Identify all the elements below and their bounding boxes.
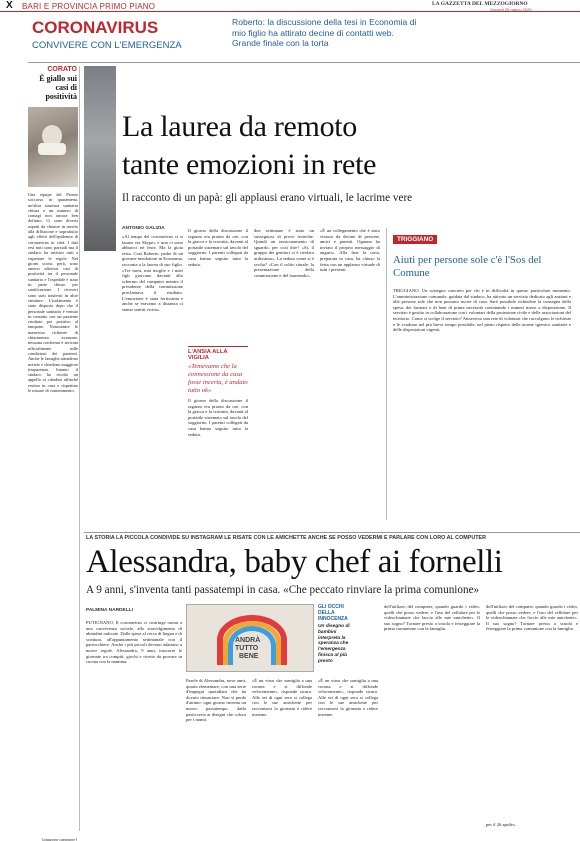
second-kicker: LA STORIA LA PICCOLA CONDIVIDE SU INSTAGRAM LE RISATE CON LE AMICHETTE ANCHE SE POSSO VEDERMI E PARLARE CON LORO AL COMPUTER: [86, 535, 487, 541]
section-title: BARI E PROVINCIA PRIMO PIANO: [22, 2, 156, 11]
drawing-text-2: TUTTO: [235, 645, 259, 652]
side-body: Una équipe del Pronto soccorso in quarantena, un'altra struttura sanitaria chiusa e un numero di contagi non ancora ben definito. Ci sono diversi aspetti da chiarire in merito alla diffusione e soprattutto agli effetti dell'epidemia di coronavirus in città. I dati resi noti sono parziali ma il sindaco ha invitato tutti a rispettare le regole. Nel giorni scorsi, però, sono emersi ulteriori casi di positività tra il personale sanitario e l'ospedale è stato in parte chiuso per sanificazione. I ricoveri sono stati trasferiti in altre strutture. L'isolamento è stato disposto dopo che il personale sanitario è venuto in contatto con un paziente risultato poi positivo al tampone. Nonostante le numerose richieste di chiarimento avanzate, nessuna conferma è arrivata ufficialmente sulle condizioni dei pazienti. Anche le famiglie attendono notizie e chiedono maggiore trasparenza. Intanto il sindaco ha rivolto un appello ai cittadini affinché restino in casa e rispettino le misure di contenimento.: [28, 192, 78, 393]
innocence-text: Un disegno di bambini interpreta la speranza che l'emergenza finisca al più presto: [318, 624, 350, 664]
second-col-2: Parole di Alessandra, nove anni, quarta elementare, con una serie d'impegni quotidiani che ha dovuto rinunciare. Non si perde d'animo: ogni giorno inventa un nuovo passatempo, dalla pasticceria ai disegni che colora per i nonni.: [186, 678, 246, 723]
innocence-label: GLI OCCHI DELLA INNOCENZA: [318, 604, 348, 622]
main-col-3: due settimane è stato un susseguirsi di prove tecniche. Quindi un rassicuramento di sguardo, per così dire? «Si, il gruppo dei genitori si è rivelato utilissimo». La seduta come si è svolta? «Con il solito rituale: la presentazione della commissione e del laureando».: [254, 228, 314, 278]
second-col-3: «È un virus che somiglia a una corona e si diffonde velocemente», risponde sicura. Alle sei di ogni sera si collega con le sue amichette per raccontarsi la giornata e ridere insieme.: [252, 678, 312, 717]
banner-kicker: CORONAVIRUS: [32, 18, 159, 37]
drawing-text-1: ANDRÀ: [235, 637, 261, 644]
main-col-4: «È un collegamento che è stato vissuto da decine di persone, amici e parenti. Ognuno ha inviato il proprio messaggio di auguri». Alla fine la torta, preparata in casa, ha chiuso la festa con un applauso virtuale di tutti i presenti.: [320, 228, 380, 273]
innocence-box: [318, 604, 356, 674]
box-triggiano: [386, 228, 578, 520]
quote-box: [188, 346, 248, 394]
drawing-text-3: BENE: [239, 653, 259, 660]
section-header: [0, 0, 580, 12]
side-headline: È giallo sui casi di positività: [39, 74, 77, 101]
quote-label: L'ANSIA ALLA VIGILIA: [188, 349, 228, 361]
second-byline: PALMINA NARDELLI: [86, 608, 133, 613]
drawing-photo: [186, 604, 314, 672]
second-col-5: dell'utilizzo del computer, quando guardo i video, quelli che posso vedere, e l'uso del cellulare per le videochiamate che faccio alle mie amichette». Il suo sogno? Tornare presto a scuola e festeggiare la prima comunione con la famiglia.: [486, 604, 578, 632]
main-col-1: «Al tempo del coronavirus ci si laurea via Skype» e non ci sono abbracci né feste. Ma la gioia resta. Così Roberto, padre di un giovane neodottore in Economia, racconta a la laurea di suo figlio. «Tre mesi, mia moglie e i miei figli gioivano davanti allo schermo del computer mentre il presidente della commissione proclamava il risultato. L'emozione è stata fortissima e anche se eravamo a distanza ci siamo sentiti vicini».: [122, 234, 183, 312]
second-subhead: A 9 anni, s'inventa tanti passatempi in casa. «Che peccato rinviare la prima comunione»: [86, 584, 480, 596]
main-col-2b: Il giorno della discussione il ragazzo era pronto da ore, con la giacca e la cravatta, davanti al portatile sistemato sul tavolo del soggiorno. I parenti collegati da casa hanno seguito tutta la seduta.: [188, 398, 248, 437]
divider-top: [28, 62, 580, 63]
box-body: TRIGGIANO. Un sostegno concreto per chi è in difficoltà in questo particolare momento. L'amministrazione comunale, guidata dal sindaco, ha attivato un servizio dedicato agli anziani e alle persone sole che non possono uscire di casa. Sarà possibile richiedere la consegna della spesa, dei farmaci e di beni di prima necessità contattando i numeri messi a disposizione. Il servizio è gestito in collaborazione con i volontari della protezione civile e delle associazioni del territorio. Come si svolge il servizio? Attraverso una rete di volontari che raccolgono le richieste e le evadono nel più breve tempo possibile, nel pieno rispetto delle norme igienico sanitarie e delle disposizioni vigenti.: [393, 288, 571, 333]
quote-text: «Temevamo che la connessione da casa fosse incerta, è andato tutto ok»: [188, 363, 248, 394]
pull-quote: [188, 245, 248, 287]
masthead: LA GAZZETTA DEL MEZZOGIORNO: [432, 1, 528, 7]
side-place: CORATO: [47, 66, 77, 73]
section-letter: X: [6, 0, 13, 11]
side-credit: [giuseppe cantatore]: [41, 837, 77, 841]
side-photo: [28, 107, 78, 187]
issue-date: Giovedì 26 marzo 2020: [490, 7, 532, 12]
mask-icon: [38, 143, 66, 155]
second-col-4: dell'utilizzo del computer, quando guardo i video, quelli che posso vedere, e l'uso del cellulare per le videochiamate che faccio alle mie amichette». Il suo sogno? Tornare presto a scuola e festeggiare la prima comunione con la famiglia.: [384, 604, 480, 632]
second-col-3b: «È un virus che somiglia a una corona e si diffonde velocemente», risponde sicura. Alle sei di ogni sera si collega con le sue amichette per raccontarsi la giornata e ridere insieme.: [318, 678, 378, 717]
second-headline: Alessandra, baby chef ai fornelli: [86, 544, 503, 580]
main-photo: [84, 66, 116, 251]
main-headline: La laurea da remoto tante emozioni in rete: [122, 110, 377, 181]
main-subhead: Il racconto di un papà: gli applausi erano virtuali, le lacrime vere: [122, 192, 413, 204]
coronavirus-banner: [28, 18, 228, 60]
banner-teaser: [232, 17, 420, 61]
teaser-text: Roberto: la discussione della tesi in Economia di mio figlio ha attirato decine di contatti web. Grande finale con la torta: [232, 17, 417, 48]
main-byline: ANTONIO GALIZIA: [122, 226, 165, 231]
second-col-end: per il 26 aprile».: [486, 822, 517, 827]
banner-subkicker: CONVIVERE CON L'EMERGENZA: [32, 40, 182, 51]
side-column: [28, 66, 80, 841]
box-headline: Aiuti per persone sole c'è l'Sos del Comune: [393, 254, 542, 279]
box-place: TRIGGIANO: [393, 235, 437, 244]
second-col-1: PUTIGNANO. Il coronavirus ci costringe ormai a una convivenza sociale, allo stravolgimento di abitudini radicate. Dalle spese al cerca di lingua e di scrittura, all'appuntamento settimanale con il parrucchiere. Anche i più piccoli devono adattarsi a nuove regole. Alessandra, 9 anni, trascorre le giornate tra compiti, giochi e ricette da provare in cucina con la mamma.: [86, 620, 182, 665]
main-col-2: Il giorno della discussione il ragazzo era pronto da ore, con la giacca e la cravatta, davanti al portatile sistemato sul tavolo del soggiorno. I parenti collegati da casa hanno seguito tutta la seduta.: [188, 228, 248, 267]
second-divider: [84, 532, 580, 533]
